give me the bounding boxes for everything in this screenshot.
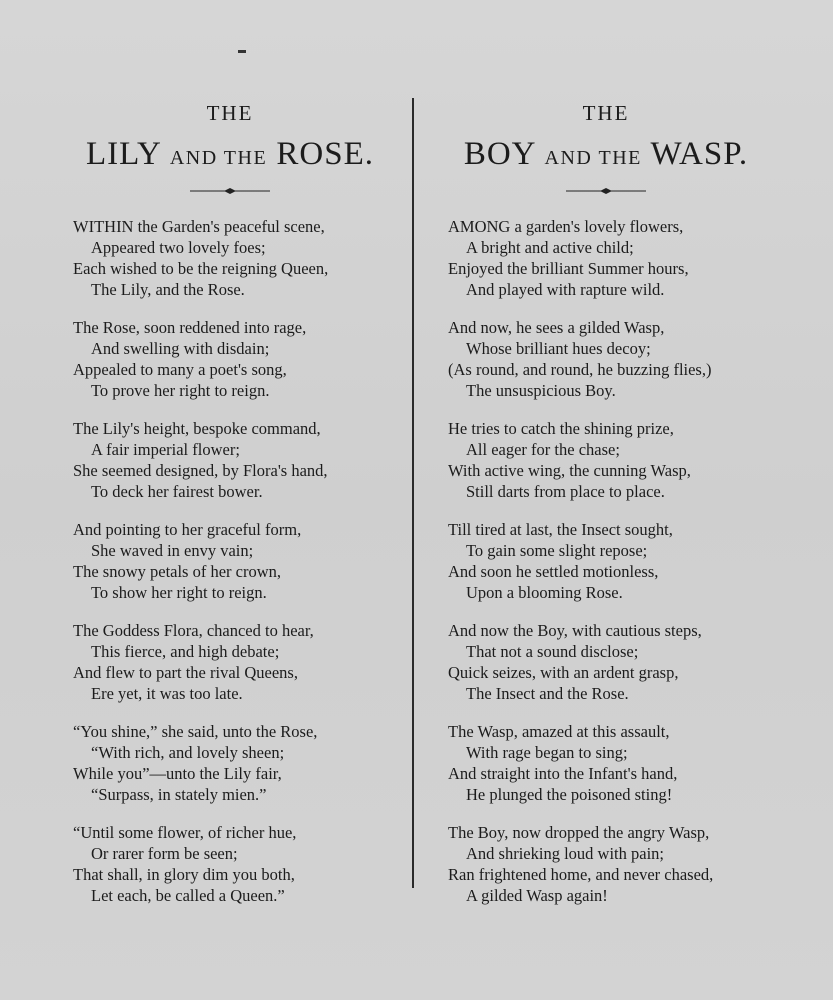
- verse-text: Ere yet, it was too late.: [91, 684, 243, 703]
- verse-text: The Lily, and the Rose.: [91, 280, 245, 299]
- verse-line: [60, 258, 400, 279]
- verse-line: [436, 843, 776, 864]
- verse-line: [436, 317, 776, 338]
- verse-text: While you”—unto the Lily fair,: [73, 764, 282, 783]
- verse-line: [60, 317, 400, 338]
- stanza: [60, 216, 400, 300]
- verse-line: [60, 460, 400, 481]
- verse-text: WITHIN the Garden's peaceful scene,: [73, 217, 325, 236]
- verse-line: [436, 418, 776, 439]
- verse-line: [60, 662, 400, 683]
- verse-text: Appealed to many a poet's song,: [73, 360, 287, 379]
- verse-text: And now, he sees a gilded Wasp,: [448, 318, 665, 337]
- stanza: [436, 721, 776, 805]
- verse-text: “With rich, and lovely sheen;: [91, 743, 285, 762]
- verse-line: [436, 885, 776, 906]
- verse-text: And pointing to her graceful form,: [73, 520, 302, 539]
- verse-text: And soon he settled motionless,: [448, 562, 659, 581]
- verse-line: [436, 784, 776, 805]
- verse-line: [436, 822, 776, 843]
- verse-line: [436, 742, 776, 763]
- verse-line: [436, 519, 776, 540]
- column-divider: [412, 98, 414, 888]
- poem-boy-and-wasp: [436, 98, 776, 923]
- verse-text: Enjoyed the brilliant Summer hours,: [448, 259, 689, 278]
- verse-line: [60, 237, 400, 258]
- poem-lily-and-rose: [60, 98, 400, 923]
- verse-line: [60, 338, 400, 359]
- verse-line: [60, 683, 400, 704]
- poem-title-article: THE: [582, 101, 630, 125]
- title-ornament: [566, 186, 646, 196]
- verse-line: [436, 359, 776, 380]
- stanza: [60, 822, 400, 906]
- poem-title-conjunction: AND THE: [544, 147, 642, 169]
- verse-line: [60, 380, 400, 401]
- verse-text: Ran frightened home, and never chased,: [448, 865, 714, 884]
- verse-line: [60, 885, 400, 906]
- verse-text: AMONG a garden's lovely flowers,: [448, 217, 684, 236]
- stanza: [436, 418, 776, 502]
- stanza: [436, 620, 776, 704]
- verse-line: [436, 582, 776, 603]
- verse-text: All eager for the chase;: [466, 440, 620, 459]
- verse-text: And flew to part the rival Queens,: [73, 663, 298, 682]
- verse-line: [60, 864, 400, 885]
- verse-line: [60, 721, 400, 742]
- title-ornament: [190, 186, 270, 196]
- verse-line: [436, 380, 776, 401]
- verse-text: To prove her right to reign.: [91, 381, 270, 400]
- verse-text: And shrieking loud with pain;: [466, 844, 664, 863]
- poem-title-word: BOY: [463, 136, 536, 172]
- verse-text: To gain some slight repose;: [466, 541, 648, 560]
- verse-line: [436, 338, 776, 359]
- verse-line: [60, 822, 400, 843]
- verse-text: This fierce, and high debate;: [91, 642, 280, 661]
- verse-text: “Surpass, in stately mien.”: [91, 785, 267, 804]
- verse-text: Or rarer form be seen;: [91, 844, 238, 863]
- verse-text: She seemed designed, by Flora's hand,: [73, 461, 328, 480]
- verse-line: [436, 721, 776, 742]
- verse-text: That not a sound disclose;: [466, 642, 639, 661]
- poem-title: [60, 134, 400, 174]
- stanza: [60, 418, 400, 502]
- verse-text: He plunged the poisoned sting!: [466, 785, 673, 804]
- verse-line: [60, 439, 400, 460]
- verse-line: [436, 279, 776, 300]
- verse-text: And played with rapture wild.: [466, 280, 665, 299]
- verse-line: [60, 561, 400, 582]
- verse-text: The Goddess Flora, chanced to hear,: [73, 621, 314, 640]
- verse-text: And swelling with disdain;: [91, 339, 270, 358]
- verse-text: Upon a blooming Rose.: [466, 583, 623, 602]
- verse-text: That shall, in glory dim you both,: [73, 865, 295, 884]
- verse-text: Quick seizes, with an ardent grasp,: [448, 663, 679, 682]
- verse-line: [60, 540, 400, 561]
- verse-line: [436, 683, 776, 704]
- verse-line: [436, 763, 776, 784]
- verse-line: [60, 620, 400, 641]
- verse-line: [60, 582, 400, 603]
- verse-line: [436, 460, 776, 481]
- verse-text: And straight into the Infant's hand,: [448, 764, 678, 783]
- verse-text: He tries to catch the shining prize,: [448, 419, 674, 438]
- poem-title: [436, 134, 776, 174]
- stanza: [60, 519, 400, 603]
- verse-text: With rage began to sing;: [466, 743, 628, 762]
- verse-text: A bright and active child;: [466, 238, 634, 257]
- verse-line: [436, 216, 776, 237]
- verse-text: The snowy petals of her crown,: [73, 562, 282, 581]
- poem-title-article: THE: [206, 101, 254, 125]
- verse-line: [436, 258, 776, 279]
- verse-line: [436, 864, 776, 885]
- verse-line: [60, 481, 400, 502]
- verse-line: [436, 561, 776, 582]
- verse-text: And now the Boy, with cautious steps,: [448, 621, 702, 640]
- verse-line: [60, 519, 400, 540]
- verse-line: [436, 439, 776, 460]
- stanza: [60, 317, 400, 401]
- page-mark: [238, 50, 246, 53]
- verse-text: Whose brilliant hues decoy;: [466, 339, 651, 358]
- stanza: [436, 519, 776, 603]
- verse-text: A fair imperial flower;: [91, 440, 240, 459]
- verse-text: Still darts from place to place.: [466, 482, 665, 501]
- verse-line: [60, 359, 400, 380]
- stanza-list: [60, 216, 400, 906]
- verse-line: [60, 742, 400, 763]
- verse-text: To deck her fairest bower.: [91, 482, 263, 501]
- stanza: [436, 822, 776, 906]
- poem-title-word: WASP.: [650, 136, 749, 172]
- verse-line: [60, 843, 400, 864]
- stanza: [436, 317, 776, 401]
- stanza: [60, 721, 400, 805]
- verse-line: [436, 237, 776, 258]
- verse-text: The Rose, soon reddened into rage,: [73, 318, 307, 337]
- verse-text: The Boy, now dropped the angry Wasp,: [448, 823, 710, 842]
- verse-line: [60, 418, 400, 439]
- poem-title-word: LILY: [85, 136, 161, 172]
- verse-line: [436, 481, 776, 502]
- verse-text: Till tired at last, the Insect sought,: [448, 520, 673, 539]
- verse-text: To show her right to reign.: [91, 583, 267, 602]
- verse-line: [436, 540, 776, 561]
- verse-line: [436, 641, 776, 662]
- verse-line: [60, 279, 400, 300]
- verse-text: Let each, be called a Queen.”: [91, 886, 285, 905]
- verse-text: (As round, and round, he buzzing flies,): [448, 360, 712, 379]
- verse-text: A gilded Wasp again!: [466, 886, 608, 905]
- stanza: [60, 620, 400, 704]
- verse-text: The Lily's height, bespoke command,: [73, 419, 321, 438]
- stanza: [436, 216, 776, 300]
- verse-line: [60, 216, 400, 237]
- verse-text: “You shine,” she said, unto the Rose,: [73, 722, 318, 741]
- verse-line: [60, 784, 400, 805]
- verse-text: The Wasp, amazed at this assault,: [448, 722, 670, 741]
- poem-title-conjunction: AND THE: [169, 147, 268, 169]
- verse-line: [436, 620, 776, 641]
- verse-text: Appeared two lovely foes;: [91, 238, 266, 257]
- verse-text: The unsuspicious Boy.: [466, 381, 616, 400]
- verse-text: She waved in envy vain;: [91, 541, 254, 560]
- verse-line: [60, 641, 400, 662]
- stanza-list: [436, 216, 776, 906]
- verse-line: [60, 763, 400, 784]
- verse-text: With active wing, the cunning Wasp,: [448, 461, 691, 480]
- poem-title-word: ROSE.: [276, 136, 375, 172]
- verse-line: [436, 662, 776, 683]
- verse-text: The Insect and the Rose.: [466, 684, 629, 703]
- verse-text: Each wished to be the reigning Queen,: [73, 259, 329, 278]
- verse-text: “Until some flower, of richer hue,: [73, 823, 297, 842]
